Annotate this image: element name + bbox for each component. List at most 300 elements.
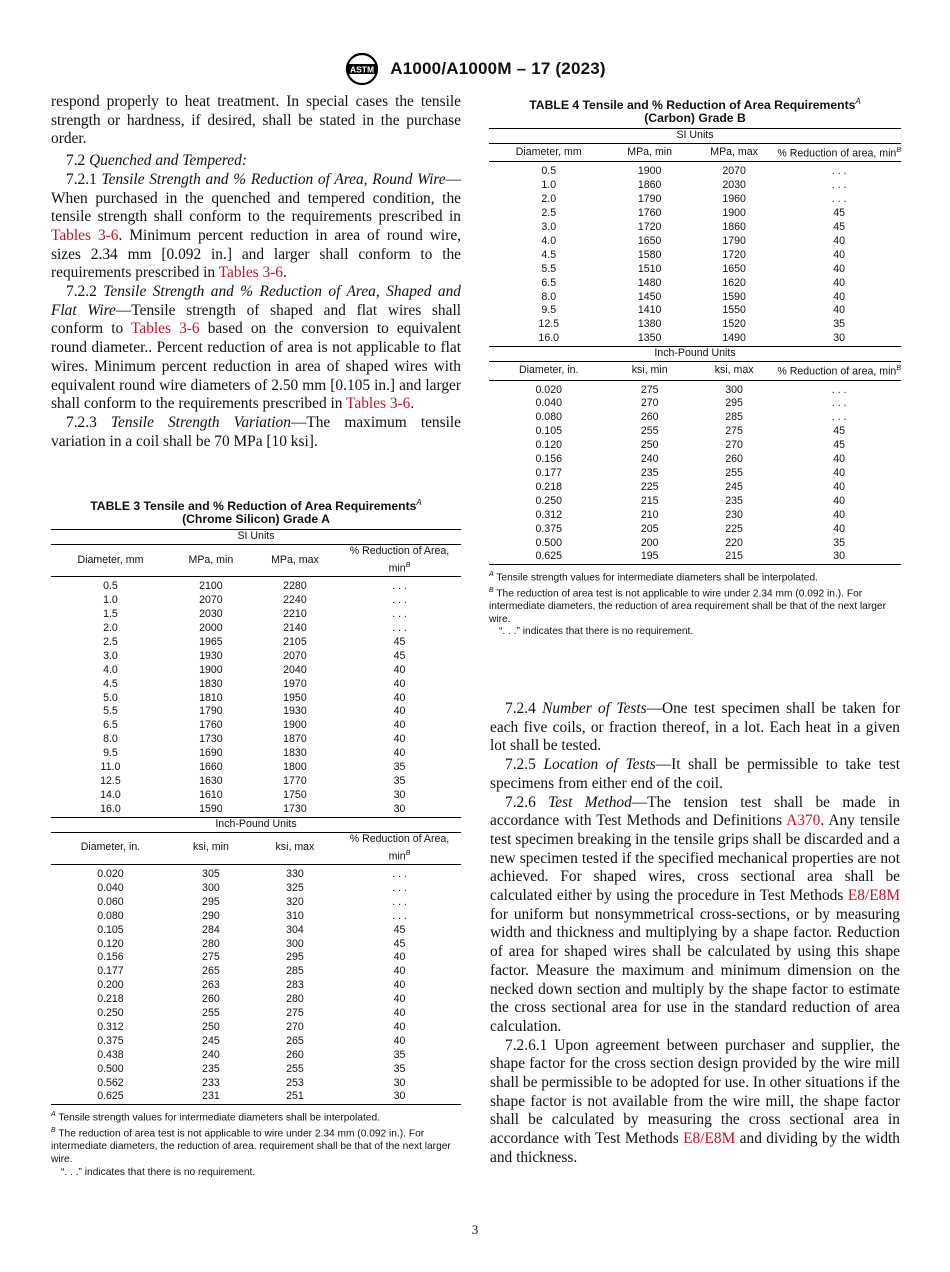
- table-cell: 330: [286, 867, 304, 880]
- table-cell: 4.5: [541, 248, 557, 261]
- table-row: [51, 965, 461, 979]
- table-cell: 0.250: [97, 1007, 124, 1020]
- table-3-grid: [51, 529, 461, 1105]
- table-row: [489, 332, 901, 346]
- table-cell: 235: [640, 466, 659, 479]
- table-cell: 1970: [283, 677, 307, 690]
- table-cell: 260: [725, 453, 743, 466]
- table-cell: 2000: [199, 622, 223, 635]
- table-cell: 30: [777, 550, 901, 564]
- astm-logo-icon: [344, 52, 380, 86]
- table-cell: 40: [833, 248, 846, 261]
- table-cell: 40: [393, 951, 406, 964]
- tables-3-6-link[interactable]: Tables 3-6: [218, 264, 283, 282]
- table-cell: 1380: [637, 318, 662, 331]
- table-cell: 215: [640, 494, 659, 507]
- table-row: [51, 896, 461, 910]
- table-cell: 45: [833, 425, 846, 438]
- table-cell: 1.0: [103, 594, 118, 607]
- table-cell: 284: [202, 923, 220, 936]
- table-cell: 35: [393, 761, 406, 774]
- footnote-no-requirement: “. . .” indicates that there is no requirement.: [499, 626, 694, 638]
- table-4: [489, 95, 901, 639]
- table-cell: 210: [640, 508, 659, 521]
- table-row: [51, 636, 461, 650]
- table-cell: 0.020: [535, 383, 562, 396]
- table-cell: 1550: [722, 304, 746, 317]
- table-cell: 2210: [283, 608, 307, 621]
- table-cell: 1620: [722, 276, 746, 289]
- column-header: ksi, min: [170, 832, 252, 864]
- table-cell: 40: [393, 733, 406, 746]
- table-cell: 230: [725, 508, 743, 521]
- table-cell: 30: [393, 802, 406, 815]
- a370-link[interactable]: A370: [786, 812, 821, 830]
- table-cell: 40: [833, 304, 846, 317]
- e8-e8m-link[interactable]: E8/E8M: [847, 887, 900, 905]
- table-cell: 1830: [199, 677, 223, 690]
- footnote-no-requirement: “. . .” indicates that there is no requirement.: [61, 1166, 256, 1178]
- table-cell: 225: [640, 480, 659, 493]
- table-cell: 0.625: [51, 1090, 170, 1104]
- table-cell: 40: [833, 262, 846, 275]
- table-cell: 6.5: [103, 719, 118, 732]
- section-7-2-6-1: 7.2.6.1 Upon agreement between purchaser and supplier, the shape factor for the cross section design provided by the wire mill shall be permissible to be adopted for use. In other situations if the shape factor is not available from the wire mill, the shape factor shall be calculated by measuring the cross sectional area in accordance with Test Methods E8/E8M and dividing by the width and thickness.: [490, 1036, 900, 1166]
- table-row: [489, 550, 901, 564]
- table-cell: 240: [202, 1048, 220, 1061]
- table-row: [51, 951, 461, 965]
- table-cell: 40: [833, 453, 846, 466]
- table-cell: 0.5: [103, 580, 118, 593]
- column-header: MPa, max: [691, 143, 778, 161]
- column-header: MPa, min: [170, 544, 252, 576]
- column-header: Diameter, in.: [489, 362, 608, 380]
- table-cell: 285: [725, 411, 743, 424]
- table-cell: 1660: [199, 761, 223, 774]
- table-cell: 0.218: [97, 993, 124, 1006]
- table-cell: 280: [286, 993, 304, 1006]
- table-row: [489, 453, 901, 467]
- column-header: Diameter, in.: [51, 832, 170, 864]
- table-cell: 2070: [283, 649, 307, 662]
- column-header: MPa, min: [608, 143, 690, 161]
- table-row: [51, 747, 461, 761]
- table-cell: 0.562: [97, 1076, 124, 1089]
- table-row: [489, 439, 901, 453]
- table-cell: 40: [833, 522, 846, 535]
- table-cell: 6.5: [541, 276, 557, 289]
- table-cell: 1770: [283, 775, 307, 787]
- table-cell: 30: [393, 1076, 406, 1089]
- table-cell: 325: [286, 881, 304, 894]
- table-cell: . . .: [392, 580, 407, 593]
- table-cell: 40: [393, 1007, 406, 1020]
- table-cell: 0.375: [535, 522, 562, 535]
- table-row: [489, 495, 901, 509]
- table-row: [51, 733, 461, 747]
- table-3-footnotes: [51, 1109, 461, 1179]
- table-row: [51, 650, 461, 664]
- table-row: [51, 924, 461, 938]
- table-cell: 225: [725, 522, 743, 535]
- table-cell: 260: [286, 1048, 304, 1061]
- table-cell: 40: [393, 979, 406, 992]
- section-7-2: 7.2 Quenched and Tempered:: [66, 152, 247, 170]
- table-cell: 265: [202, 965, 220, 978]
- table-cell: 1720: [722, 248, 746, 261]
- table-cell: 2140: [283, 622, 307, 635]
- table-cell: 1480: [637, 276, 662, 289]
- table-row: [489, 318, 901, 332]
- table-cell: 2.5: [103, 635, 118, 648]
- table-cell: 255: [725, 466, 743, 479]
- table-row: [489, 277, 901, 291]
- tables-3-6-link[interactable]: Tables 3-6: [346, 395, 411, 413]
- table-cell: 1800: [283, 761, 307, 774]
- table-cell: 45: [393, 923, 406, 936]
- header-row: [489, 143, 901, 161]
- table-cell: 1965: [199, 635, 223, 648]
- table-cell: 40: [833, 276, 846, 289]
- table-row: [51, 1049, 461, 1063]
- table-cell: 0.080: [97, 909, 124, 922]
- table-3-caption: TABLE 3 Tensile and % Reduction of Area Requirements$^A$ (Chrome Silicon) Grade A: [90, 498, 422, 527]
- table-4-caption: TABLE 4 Tensile and % Reduction of Area Requirements$^A$ (Carbon) Grade B: [529, 97, 861, 126]
- table-cell: 1860: [722, 221, 746, 234]
- header-row: [51, 832, 461, 864]
- table-cell: 1580: [637, 248, 662, 261]
- table-cell: 0.040: [535, 397, 562, 410]
- table-row: [489, 481, 901, 495]
- table-row: [51, 1090, 461, 1104]
- table-cell: 304: [286, 923, 304, 936]
- table-cell: 14.0: [100, 788, 121, 801]
- column-header: % Reduction of area, $\min^B$: [777, 143, 901, 161]
- table-cell: 30: [338, 1090, 461, 1104]
- table-cell: 1830: [283, 747, 307, 760]
- header-row: [51, 544, 461, 576]
- units-row: [489, 129, 901, 144]
- section-7-2-4: 7.2.4 Number of Tests—One test specimen shall be taken for each five coils, or fraction thereof, in a lot. Each heat in a given lot shall be tested.: [490, 700, 900, 755]
- table-cell: 40: [833, 480, 846, 493]
- table-cell: 280: [202, 937, 220, 950]
- table-cell: 1410: [637, 304, 662, 317]
- table-cell: 0.218: [535, 480, 562, 493]
- table-cell: 275: [725, 425, 743, 438]
- table-cell: 275: [286, 1007, 304, 1020]
- units-row: [51, 530, 461, 545]
- table-row: [51, 622, 461, 636]
- table-row: [51, 910, 461, 924]
- table-row: [51, 692, 461, 706]
- table-row: [51, 705, 461, 719]
- table-cell: 300: [725, 383, 743, 396]
- table-cell: 2030: [199, 608, 223, 621]
- table-cell: 2.0: [103, 622, 118, 635]
- table-cell: 40: [393, 993, 406, 1006]
- table-cell: 8.0: [541, 290, 557, 303]
- table-cell: 270: [640, 397, 659, 410]
- table-cell: 1760: [637, 207, 662, 220]
- table-cell: 263: [202, 979, 220, 992]
- table-row: [51, 664, 461, 678]
- units-row: [489, 347, 901, 362]
- table-cell: 40: [833, 290, 846, 303]
- table-cell: 1930: [199, 649, 223, 662]
- table-cell: 295: [202, 895, 220, 908]
- table-cell: 30: [393, 788, 406, 801]
- table-cell: 2070: [199, 594, 223, 607]
- table-cell: 215: [691, 550, 778, 564]
- table-cell: 255: [202, 1007, 220, 1020]
- table-row: [489, 207, 901, 221]
- table-cell: 0.375: [97, 1034, 124, 1047]
- table-cell: 250: [202, 1020, 220, 1033]
- table-cell: 310: [286, 909, 304, 922]
- table-row: [51, 993, 461, 1007]
- table-cell: 12.5: [100, 775, 121, 787]
- table-cell: 220: [725, 536, 743, 549]
- table-cell: 1760: [199, 719, 223, 732]
- table-cell: 45: [833, 221, 846, 234]
- units-label: SI Units: [51, 530, 461, 545]
- table-cell: 1860: [637, 179, 662, 192]
- table-cell: 0.105: [97, 923, 124, 936]
- table-cell: 1950: [283, 691, 307, 704]
- table-cell: 1520: [722, 318, 746, 331]
- table-cell: 265: [286, 1034, 304, 1047]
- units-label: Inch-Pound Units: [489, 347, 901, 362]
- table-row: [489, 179, 901, 193]
- column-header: ksi, max: [252, 832, 338, 864]
- table-cell: 1350: [637, 332, 662, 345]
- table-row: [489, 162, 901, 179]
- table-cell: 9.5: [541, 304, 557, 317]
- section-7-2-5: 7.2.5 Location of Tests—It shall be permissible to take test specimens from either end of the coil.: [490, 756, 901, 792]
- table-cell: 251: [252, 1090, 338, 1104]
- table-row: [51, 1063, 461, 1077]
- table-row: [489, 304, 901, 318]
- table-cell: 2070: [722, 165, 746, 178]
- table-cell: 40: [393, 691, 406, 704]
- table-cell: . . .: [831, 193, 847, 206]
- table-cell: 35: [393, 1062, 406, 1075]
- table-cell: 1590: [199, 802, 223, 815]
- table-cell: 40: [833, 508, 846, 521]
- table-cell: . . .: [831, 179, 847, 192]
- table-cell: 245: [725, 480, 743, 493]
- table-cell: 300: [286, 937, 304, 950]
- table-cell: 0.156: [97, 951, 124, 964]
- table-row: [489, 263, 901, 277]
- table-cell: 0.120: [535, 439, 562, 452]
- table-cell: 5.5: [103, 705, 118, 718]
- table-cell: 231: [170, 1090, 252, 1104]
- page-number: 3: [471, 1222, 479, 1237]
- table-cell: 2.0: [541, 193, 557, 206]
- table-cell: 1790: [722, 234, 746, 247]
- table-row: [489, 411, 901, 425]
- tables-3-6-link[interactable]: Tables 3-6: [51, 226, 119, 244]
- table-cell: 2030: [722, 179, 746, 192]
- table-row: [489, 467, 901, 481]
- table-cell: 195: [608, 550, 690, 564]
- table-cell: 5.0: [103, 691, 118, 704]
- table-cell: . . .: [392, 909, 407, 922]
- table-row: [51, 789, 461, 803]
- table-row: [489, 249, 901, 263]
- table-row: [51, 678, 461, 692]
- table-cell: 1900: [283, 719, 307, 732]
- table-cell: 253: [286, 1076, 304, 1089]
- table-row: [51, 719, 461, 733]
- table-row: [51, 979, 461, 993]
- table-cell: 35: [393, 775, 406, 787]
- table-cell: 0.020: [97, 867, 124, 880]
- section-7-2-1: 7.2.1 Tensile Strength and % Reduction of Area, Round Wire—When purchased in the quenched and tempered condition, the tensile strength shall conform to the requirements prescribed in Tables 3-6. Minimum percent reduction in area of round wire, sizes 2.34 mm [0.092 in.] and larger shall conform to the requirements prescribed in Tables 3-6.: [51, 170, 462, 282]
- table-cell: 5.5: [541, 262, 557, 275]
- column-header: MPa, max: [252, 544, 338, 576]
- table-cell: 16.0: [100, 802, 121, 815]
- table-4-footnotes: [489, 569, 901, 639]
- table-cell: 2040: [283, 663, 307, 676]
- table-cell: 40: [833, 494, 846, 507]
- table-cell: 1750: [283, 788, 307, 801]
- table-cell: 40: [393, 719, 406, 732]
- table-cell: 40: [393, 705, 406, 718]
- table-row: [489, 193, 901, 207]
- table-cell: 1.5: [103, 608, 118, 621]
- table-cell: . . .: [392, 881, 407, 894]
- table-cell: 270: [725, 439, 743, 452]
- table-cell: 0.177: [535, 466, 562, 479]
- table-cell: 240: [640, 453, 659, 466]
- table-cell: 305: [202, 867, 220, 880]
- column-header: Diameter, mm: [489, 143, 608, 161]
- table-cell: 45: [393, 649, 406, 662]
- table-cell: 40: [393, 677, 406, 690]
- table-cell: 260: [202, 993, 220, 1006]
- table-row: [51, 803, 461, 817]
- table-cell: 1720: [637, 221, 662, 234]
- table-cell: 3.0: [103, 649, 118, 662]
- column-header: ksi, min: [608, 362, 690, 380]
- table-row: [489, 291, 901, 305]
- table-cell: 1450: [637, 290, 662, 303]
- table-row: [51, 577, 461, 594]
- table-cell: . . .: [392, 594, 407, 607]
- table-row: [51, 1077, 461, 1091]
- table-row: [489, 537, 901, 551]
- table-cell: 4.0: [103, 663, 118, 676]
- table-cell: 9.5: [103, 747, 118, 760]
- table-cell: 30: [833, 332, 846, 345]
- table-row: [489, 509, 901, 523]
- table-cell: 235: [725, 494, 743, 507]
- table-cell: 1790: [199, 705, 223, 718]
- table-cell: 11.0: [100, 761, 121, 774]
- footnote-b: $^B$ The reduction of area test is not applicable to wire under 2.34 mm (0.092 in.). For intermediate diameters, the reduction of area requirement shall be that of the next larger wire.: [489, 587, 886, 625]
- section-7-2-3: 7.2.3 Tensile Strength Variation—The maximum tensile variation in a coil shall be 70 MPa [10 ksi].: [51, 413, 461, 450]
- table-cell: 0.250: [535, 494, 562, 507]
- table-cell: 235: [202, 1062, 220, 1075]
- table-row: [489, 425, 901, 439]
- table-cell: . . .: [831, 397, 847, 410]
- table-cell: 1510: [637, 262, 662, 275]
- table-cell: 0.177: [97, 965, 124, 978]
- table-cell: 1650: [722, 262, 746, 275]
- column-header: % Reduction of Area, $\min^B$: [338, 544, 461, 576]
- table-cell: 2105: [283, 635, 307, 648]
- footnote-a: $^A$ Tensile strength values for intermediate diameters shall be interpolated.: [489, 571, 818, 584]
- table-cell: 205: [640, 522, 659, 535]
- table-cell: 0.500: [97, 1062, 124, 1075]
- footnote-a: $^A$ Tensile strength values for intermediate diameters shall be interpolated.: [51, 1111, 380, 1124]
- table-cell: 275: [202, 951, 220, 964]
- table-cell: 300: [202, 881, 220, 894]
- table-cell: 283: [286, 979, 304, 992]
- table-cell: 1610: [199, 788, 223, 801]
- table-cell: 255: [286, 1062, 304, 1075]
- table-cell: 0.060: [97, 895, 124, 908]
- table-cell: 0.080: [535, 411, 562, 424]
- table-cell: 1900: [637, 165, 662, 178]
- header-row: [489, 362, 901, 380]
- table-cell: 0.625: [489, 550, 608, 564]
- table-cell: 35: [393, 1048, 406, 1061]
- column-header: Diameter, mm: [51, 544, 170, 576]
- table-row: [489, 235, 901, 249]
- table-row: [51, 775, 461, 789]
- table-cell: 1900: [199, 663, 223, 676]
- e8-e8m-link[interactable]: E8/E8M: [683, 1130, 736, 1148]
- table-cell: . . .: [831, 411, 847, 424]
- table-row: [51, 1021, 461, 1035]
- table-cell: 1900: [722, 207, 746, 220]
- table-cell: 1490: [722, 332, 746, 345]
- table-cell: 250: [640, 439, 659, 452]
- table-row: [489, 523, 901, 537]
- table-cell: . . .: [392, 622, 407, 635]
- table-cell: 245: [202, 1034, 220, 1047]
- paragraph-continued: respond properly to heat treatment. In special cases the tensile strength or hardness, if desired, shall be stated in the purchase order.: [51, 93, 461, 148]
- table-cell: 285: [286, 965, 304, 978]
- table-cell: 35: [833, 318, 846, 331]
- column-header: % Reduction of area, $\min^B$: [777, 362, 901, 380]
- table-cell: 1930: [283, 705, 307, 718]
- table-cell: 295: [725, 397, 743, 410]
- table-cell: . . .: [831, 165, 847, 178]
- table-cell: 1960: [722, 193, 746, 206]
- table-cell: 40: [833, 234, 846, 247]
- table-row: [489, 380, 901, 397]
- right-column-text: [490, 700, 900, 1168]
- table-cell: 200: [640, 536, 659, 549]
- footnote-b: $^B$ The reduction of area test is not applicable to wire under 2.34 mm (0.092 in.). For intermediate diameters, the reduction of area. requirement shall be that of the next larger wire.: [51, 1127, 451, 1165]
- tables-3-6-link[interactable]: Tables 3-6: [131, 320, 200, 338]
- table-cell: 0.312: [535, 508, 562, 521]
- table-row: [51, 1035, 461, 1049]
- units-label: SI Units: [489, 129, 901, 144]
- table-3: [51, 496, 461, 1179]
- table-cell: 2100: [199, 580, 223, 593]
- table-row: [51, 594, 461, 608]
- table-cell: 40: [393, 965, 406, 978]
- table-cell: 40: [393, 747, 406, 760]
- table-cell: 45: [393, 937, 406, 950]
- table-cell: 1650: [637, 234, 662, 247]
- table-cell: 270: [286, 1020, 304, 1033]
